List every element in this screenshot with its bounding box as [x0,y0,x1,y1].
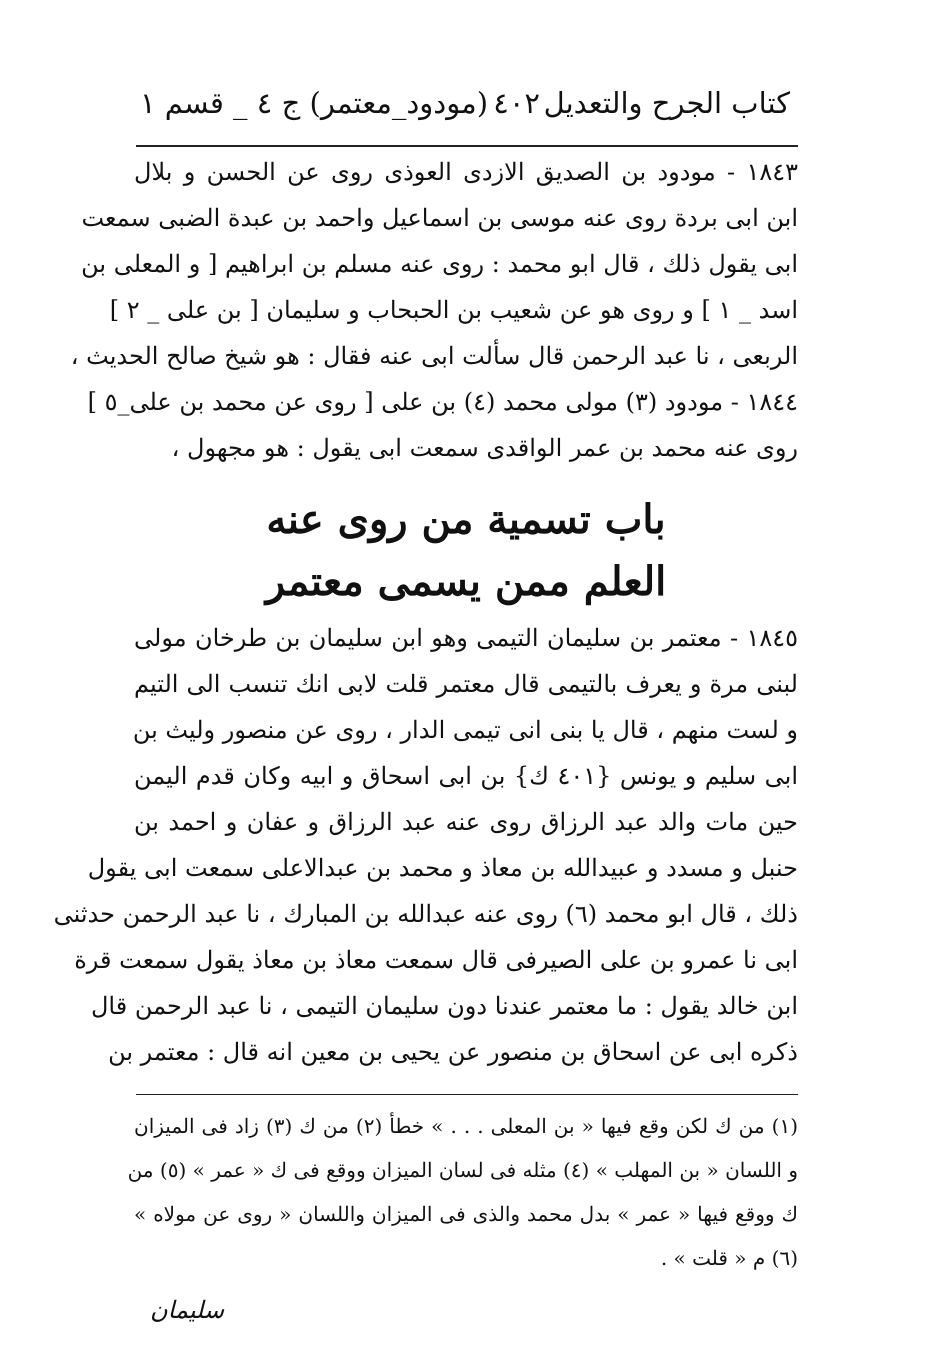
text-line: و لست منهم ، قال يا بنى انى تيمى الدار ، روى عن منصور وليث بن [132,716,798,744]
text-line: ابن ابى بردة روى عنه موسى بن اسماعيل واحمد بن عبدة الضبى سمعت [81,204,798,232]
text-line: روى عنه محمد بن عمر الواقدى سمعت ابى يقول : هو مجهول ، [171,434,798,462]
text-line: حين مات والد عبد الرزاق روى عنه عبد الرزاق و عفان و احمد بن [134,808,798,836]
text-line: ١٨٤٣ - مودود بن الصديق الازدى العوذى روى عن الحسن و بلال [134,158,798,186]
text-line: ابى نا عمرو بن على الصيرفى قال سمعت معاذ بن معاذ يقول سمعت قرة [74,946,798,974]
text-line: لبنى مرة و يعرف بالتيمى قال معتمر قلت لابى انك تنسب الى التيم [134,670,798,698]
entry-1843 [70,150,798,380]
header-rule [136,145,798,147]
signature-mark: سليمان [150,1296,225,1324]
footnote-line: و اللسان « بن المهلب » (٤) مثله فى لسان الميزان ووقع فى ك « عمر » (٥) من [127,1158,798,1182]
entry-1844 [87,380,798,472]
text-line: الربعى ، نا عبد الرحمن قال سألت ابى عنه فقال : هو شيخ صالح الحديث ، [70,342,798,370]
footnote-line: (١) من ك لكن وقع فيها « بن المعلى . . . » خطأ (٢) من ك (٣) زاد فى الميزان [134,1114,798,1138]
text-line: ابى سليم و يونس {٤٠١ ك} بن ابى اسحاق و ابيه وكان قدم اليمن [134,762,799,790]
text-line: ابن خالد يقول : ما معتمر عندنا دون سليمان التيمى ، نا عبد الرحمن قال [90,992,798,1020]
footnote-rule [136,1094,798,1095]
text-line: ابى يقول ذلك ، قال ابو محمد : روى عنه مسلم بن ابراهيم [ و المعلى بن [81,250,798,278]
footnote-line: ك ووقع فيها « عمر » بدل محمد والذى فى الميزان واللسان « روى عن مولاه » [134,1202,798,1226]
book-title: كتاب الجرح والتعديل [543,86,790,120]
text-line: اسد _ ١ ] و روى هو عن شعيب بن الحبحاب و سليمان [ بن على _ ٢ ] [109,296,798,324]
chapter-heading-line-2: العلم ممن يسمى معتمر [265,558,667,605]
page-number: ٤٠٢ [493,86,540,120]
footnotes [127,1106,798,1286]
text-line: حنبل و مسدد و عبيدالله بن معاذ و محمد بن عبدالاعلى سمعت ابى يقول [87,854,798,882]
footnote-line: (٦) م « قلت » . [660,1246,798,1270]
text-line: ١٨٤٤ - مودود (٣) مولى محمد (٤) بن على [ روى عن محمد بن على_٥ ] [87,388,798,416]
volume-range: (مودود_معتمر) ج ٤ _ قسم ١ [140,86,489,120]
chapter-heading-line-1: باب تسمية من روى عنه [266,496,666,543]
entry-1845 [53,616,799,1086]
text-line: ذكره ابى عن اسحاق بن منصور عن يحيى بن معين انه قال : معتمر بن [108,1038,798,1066]
text-line: ١٨٤٥ - معتمر بن سليمان التيمى وهو ابن سليمان بن طرخان مولى [134,624,798,652]
running-header [140,78,790,128]
text-line: ذلك ، قال ابو محمد (٦) روى عنه عبدالله بن المبارك ، نا عبد الرحمن حدثنى [53,900,798,928]
